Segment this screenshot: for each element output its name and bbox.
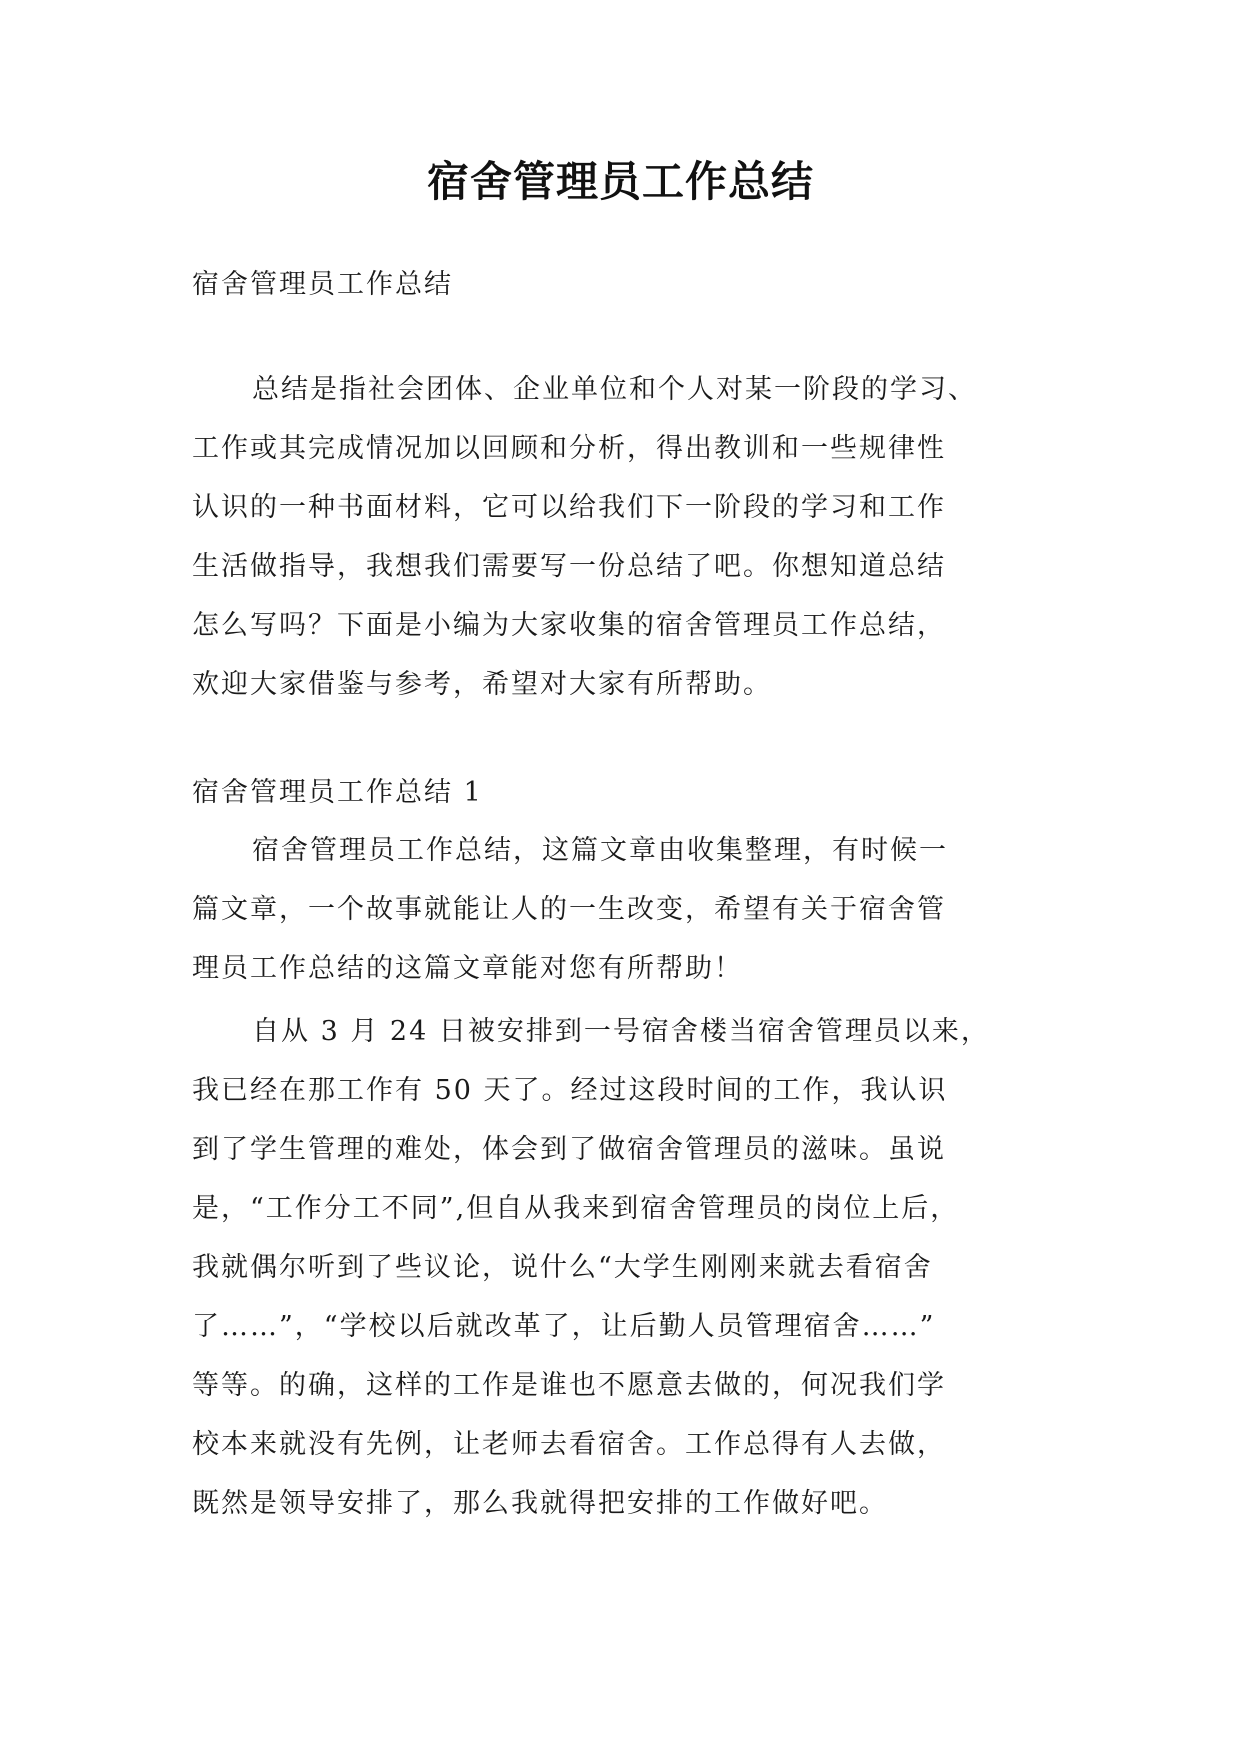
paragraph-line: 既然是领导安排了，那么我就得把安排的工作做好吧。 <box>192 1488 888 1519</box>
paragraph-line: 篇文章，一个故事就能让人的一生改变，希望有关于宿舍管 <box>192 894 946 925</box>
section1-paragraph-2 <box>192 1002 1052 1533</box>
intro-line: 欢迎大家借鉴与参考，希望对大家有所帮助。 <box>192 669 772 700</box>
section1-paragraph-1 <box>192 821 1052 998</box>
paragraph-line: 是，“工作分工不同”,但自从我来到宿舍管理员的岗位上后， <box>192 1193 960 1224</box>
paragraph-line: 等等。的确，这样的工作是谁也不愿意去做的，何况我们学 <box>192 1370 946 1401</box>
intro-line: 生活做指导，我想我们需要写一份总结了吧。你想知道总结 <box>192 551 946 582</box>
paragraph-line: 我就偶尔听到了些议论，说什么“大学生刚刚来就去看宿舍 <box>192 1252 933 1283</box>
document-subtitle: 宿舍管理员工作总结 <box>192 269 453 300</box>
paragraph-line: 自从 3 月 24 日被安排到一号宿舍楼当宿舍管理员以来， <box>252 1016 990 1047</box>
paragraph-line: 宿舍管理员工作总结，这篇文章由收集整理，有时候一 <box>252 835 948 866</box>
intro-line: 认识的一种书面材料，它可以给我们下一阶段的学习和工作 <box>192 492 946 523</box>
intro-line: 怎么写吗？下面是小编为大家收集的宿舍管理员工作总结， <box>192 610 946 641</box>
section-heading: 宿舍管理员工作总结 1 <box>192 777 483 808</box>
paragraph-line: 校本来就没有先例，让老师去看宿舍。工作总得有人去做， <box>192 1429 946 1460</box>
intro-line: 工作或其完成情况加以回顾和分析，得出教训和一些规律性 <box>192 433 946 464</box>
intro-paragraph <box>192 360 1052 714</box>
paragraph-line: 我已经在那工作有 50 天了。经过这段时间的工作，我认识 <box>192 1075 948 1106</box>
document-title: 宿舍管理员工作总结 <box>426 157 814 206</box>
paragraph-line: 了……”，“学校以后就改革了，让后勤人员管理宿舍……” <box>192 1311 936 1342</box>
paragraph-line: 理员工作总结的这篇文章能对您有所帮助！ <box>192 953 743 984</box>
paragraph-line: 到了学生管理的难处，体会到了做宿舍管理员的滋味。虽说 <box>192 1134 946 1165</box>
intro-line: 总结是指社会团体、企业单位和个人对某一阶段的学习、 <box>252 374 977 405</box>
